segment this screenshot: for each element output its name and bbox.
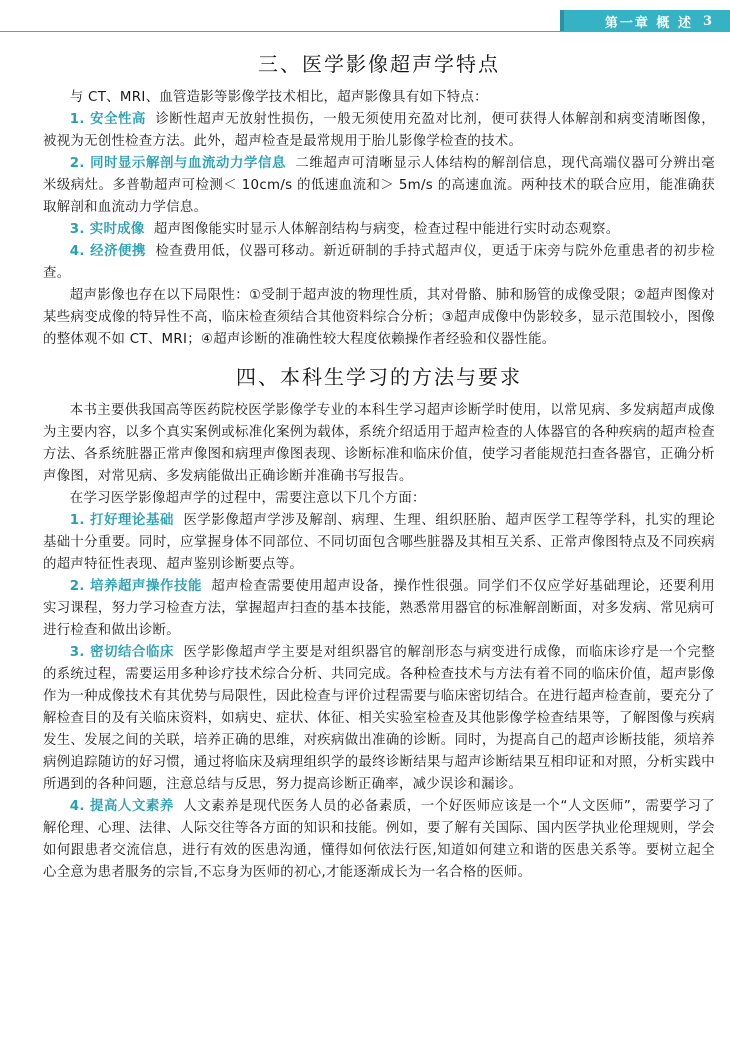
running-header [560,10,730,32]
limitations-paragraph: 超声影像也存在以下局限性：①受制于超声波的物理性质，其对骨骼、肺和肠管的成像受限；②超声图像对某些病变成像的特异性不高，临床检查须结合其他资料综合分析；③超声成像中伪影较多，显示范围较小，图像的整体观不如 CT、MRI；④超声诊断的准确性较大程度依赖操作者经验和仪器性能。 [43,288,715,347]
chapter-title: 第一章 概 述 [604,15,693,31]
feature-text: 二维超声可清晰显示人体结构的解剖信息，现代高端仪器可分辨出毫米级病灶。多普勒超声可检测＜ 10cm/s 的低速血流和＞ 5m/s 的高速血流。两种技术的联合应用，能准确获取解剖和血流动力学信息。 [43,156,715,215]
method-text: 人文素养是现代医务人员的必备素质，一个好医师应该是一个“人文医师”，需要学习了解伦理、心理、法律、人际交往等各方面的知识和技能。例如，要了解有关国际、国内医学执业伦理规则，学会如何跟患者交流信息，进行有效的医患沟通，懂得如何依法行医,知道如何建立和谐的医患关系等。要树立起全心全意为患者服务的宗旨,不忘身为医师的初心,才能逐渐成长为一名合格的医师。 [43,799,716,880]
feature-text: 检查费用低，仪器可移动。新近研制的手持式超声仪，更适于床旁与院外危重患者的初步检查。 [43,244,715,281]
section-3-intro: 与 CT、MRI、血管造影等影像学技术相比，超声影像具有如下特点： [69,90,488,105]
page-number: 3 [702,13,714,29]
feature-keyword: 2. 同时显示解剖与血流动力学信息 [69,156,287,171]
method-keyword: 1. 打好理论基础 [69,513,175,528]
method-item-2 [43,576,715,642]
method-keyword: 3. 密切结合临床 [69,645,175,660]
feature-item-3 [43,219,715,241]
feature-item-1 [43,109,715,153]
section-title-4: 四、本科生学习的方法与要求 [236,365,522,389]
method-item-1 [43,510,715,576]
method-keyword: 4. 提高人文素养 [69,799,174,814]
feature-item-4 [43,241,715,285]
feature-text: 超声图像能实时显示人体解剖结构与病变，检查过程中能进行实时动态观察。 [153,222,620,237]
method-text: 医学影像超声学主要是对组织器官的解剖形态与病变进行成像，而临床诊疗是一个完整的系统过程，需要运用多种诊疗技术综合分析、共同完成。各种检查技术与方法有着不同的临床价值，超声影像作为一种成像技术有其优势与局限性，因此检查与评价过程需要与临床密切结合。在进行超声检查前，要充分了解检查目的及有关临床资料，如病史、症状、体征、相关实验室检查及其他影像学检查结果等，了解图像与疾病发生、发展之间的关联，培养正确的思维，对疾病做出准确的诊断。同时，为提高自己的超声诊断技能，须培养病例追踪随访的好习惯，通过将临床及病理组织学的最终诊断结果与超声诊断结果互相印证和对照，分析实践中所遇到的各种问题，注意总结与反思，努力提高诊断正确率，减少误诊和漏诊。 [43,645,716,792]
feature-keyword: 3. 实时成像 [69,222,145,237]
method-keyword: 2. 培养超声操作技能 [69,579,203,594]
page-body [43,42,715,884]
method-item-4 [43,796,715,884]
feature-text: 诊断性超声无放射性损伤，一般无须使用充盈对比剂，便可获得人体解剖和病变清晰图像，被视为无创性检查方法。此外，超声检查是最常规用于胎儿影像学检查的技术。 [43,112,715,149]
section-title-3: 三、医学影像超声学特点 [258,52,500,76]
feature-keyword: 4. 经济便携 [69,244,147,259]
section-4-lead: 在学习医学影像超声学的过程中，需要注意以下几个方面： [69,491,426,506]
feature-item-2 [43,153,715,219]
method-text: 医学影像超声学涉及解剖、病理、生理、组织胚胎、超声医学工程等学科，扎实的理论基础十分重要。同时，应掌握身体不同部位、不同切面包含哪些脏器及其相互关系、正常声像图特点及不同疾病的超声特征性表现、超声鉴别诊断要点等。 [43,513,716,572]
section-4-intro: 本书主要供我国高等医药院校医学影像学专业的本科生学习超声诊断学时使用，以常见病、多发病超声成像为主要内容，以多个真实案例或标准化案例为载体，系统介绍适用于超声检查的人体器官的各种疾病的超声检查方法、各系统脏器正常声像图和病理声像图表现、诊断标准和临床价值，使学习者能规范扫查各器官，正确分析声像图，对常见病、多发病能做出正确诊断并准确书写报告。 [43,403,715,484]
feature-keyword: 1. 安全性高 [69,112,147,127]
method-text: 超声检查需要使用超声设备，操作性很强。同学们不仅应学好基础理论，还要利用实习课程，努力学习检查方法，掌握超声扫查的基本技能，熟悉常用器官的标准解剖断面，对多发病、常见病可进行检查和做出诊断。 [43,579,715,638]
method-item-3 [43,642,715,796]
header-rule [0,31,730,32]
